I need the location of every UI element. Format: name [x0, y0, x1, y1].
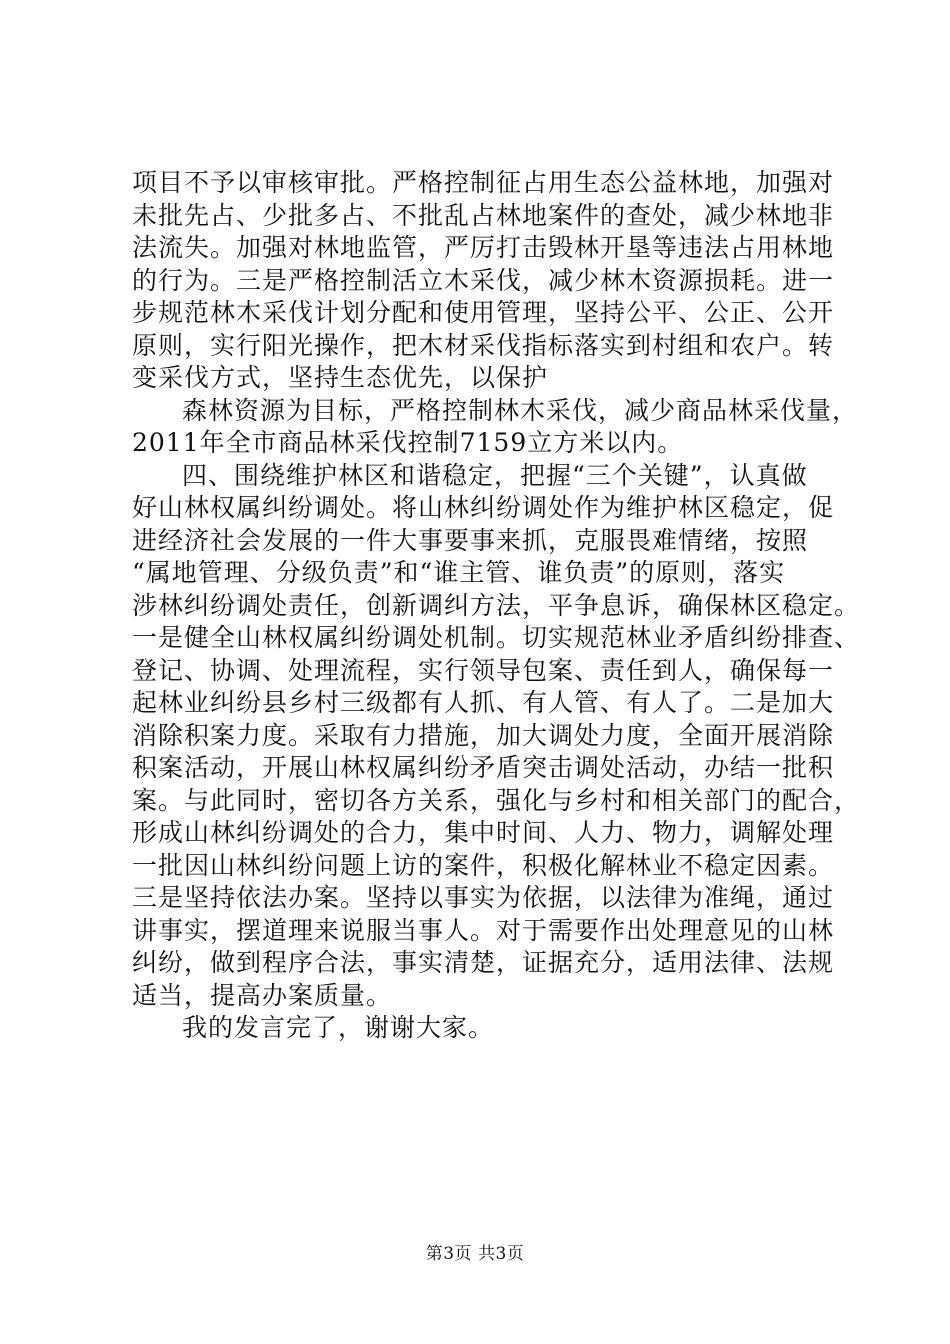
- text-line: 讲事实，摆道理来说服当事人。对于需要作出处理意见的山林: [132, 915, 835, 945]
- text-line: 未批先占、少批多占、不批乱占林地案件的查处，减少林地非: [132, 200, 835, 230]
- text-line: “属地管理、分级负责”和“谁主管、谁负责”的原则，落实: [132, 558, 786, 587]
- text-line: 一是健全山林权属纠纷调处机制。切实规范林业矛盾纠纷排查、: [132, 623, 861, 652]
- text-line: 涉林纠纷调处责任，创新调纠方法，平争息诉，确保林区稳定。: [132, 590, 861, 620]
- text-line: 2011年全市商品林采伐控制7159立方米以内。: [132, 428, 684, 457]
- text-line: 积案活动，开展山林权属纠纷矛盾突击调处活动，办结一批积: [132, 753, 835, 782]
- text-line: 消除积案力度。采取有力措施，加大调处力度，全面开展消除: [132, 720, 835, 750]
- text-line: 适当，提高办案质量。: [132, 980, 393, 1010]
- text-line: 登记、协调、处理流程，实行领导包案、责任到人，确保每一: [132, 655, 835, 685]
- text-line: 项目不予以审核审批。严格控制征占用生态公益林地，加强对: [132, 168, 835, 197]
- text-line: 原则，实行阳光操作，把木材采伐指标落实到村组和农户。转: [132, 330, 835, 360]
- text-line: 我的发言完了，谢谢大家。: [182, 1013, 495, 1042]
- text-line: 森林资源为目标，严格控制林木采伐，减少商品林采伐量，: [182, 395, 859, 425]
- text-line: 三是坚持依法办案。坚持以事实为依据，以法律为准绳，通过: [132, 883, 835, 912]
- text-line: 的行为。三是严格控制活立木采伐，减少林木资源损耗。进一: [132, 265, 835, 295]
- text-line: 步规范林木采伐计划分配和使用管理，坚持公平、公正、公开: [132, 298, 835, 327]
- text-line: 案。与此同时，密切各方关系，强化与乡村和相关部门的配合，: [132, 785, 861, 815]
- text-line: 一批因山林纠纷问题上访的案件，积极化解林业不稳定因素。: [132, 850, 835, 880]
- text-line: 变采伐方式，坚持生态优先，以保护: [132, 363, 549, 392]
- text-line: 法流失。加强对林地监管，严厉打击毁林开垦等违法占用林地: [132, 233, 835, 262]
- document-body: [132, 167, 861, 1045]
- text-line: 进经济社会发展的一件大事要事来抓，克服畏难情绪，按照: [132, 525, 809, 555]
- text-line: 四、围绕维护林区和谐稳定，把握“三个关键”，认真做: [182, 460, 808, 490]
- text-line: 好山林权属纠纷调处。将山林纠纷调处作为维护林区稳定，促: [132, 493, 835, 522]
- text-line: 纠纷，做到程序合法，事实清楚，证据充分，适用法律、法规: [132, 948, 835, 977]
- text-line: 形成山林纠纷调处的合力，集中时间、人力、物力，调解处理: [132, 818, 835, 847]
- text-line: 起林业纠纷县乡村三级都有人抓、有人管、有人了。二是加大: [132, 688, 835, 717]
- page-footer: 第3页 共3页: [425, 1244, 525, 1264]
